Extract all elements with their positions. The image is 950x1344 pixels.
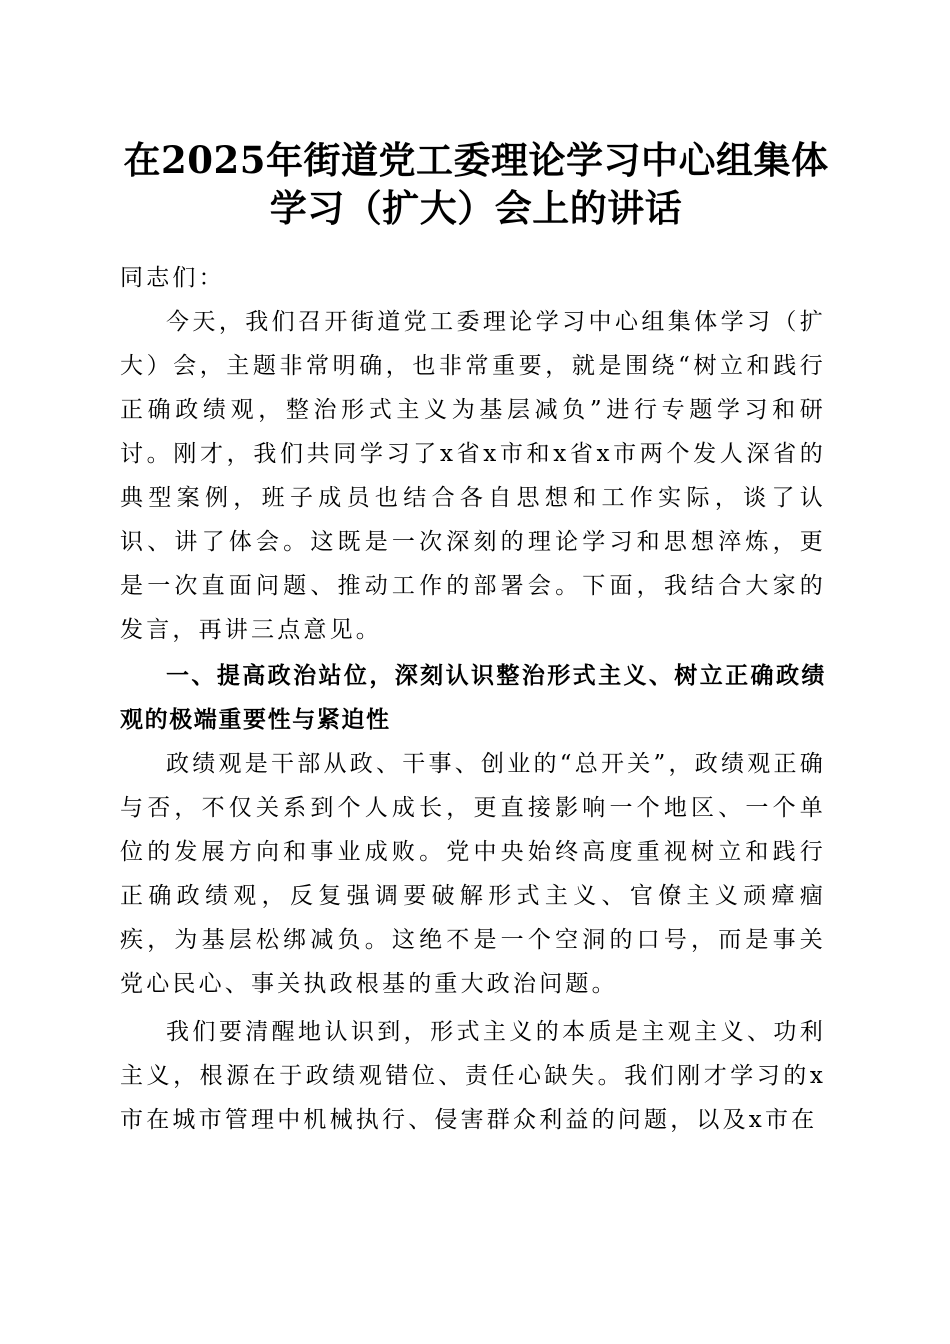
section-1-paragraph-1: 政绩观是干部从政、干事、创业的“总开关”，政绩观正确与否，不仅关系到个人成长，更直接影响一个地区、一个单位的发展方向和事业成败。党中央始终高度重视树立和践行正确政绩观，反复强调要破解形式主义、官僚主义顽瘴痼疾，为基层松绑减负。这绝不是一个空洞的口号，而是事关党心民心、事关执政根基的重大政治问题。 (120, 751, 826, 997)
salutation: 同志们： (120, 265, 225, 291)
section-heading-1: 一、提高政治站位，深刻认识整治形式主义、树立正确政绩观的极端重要性与紧迫性 (120, 663, 826, 733)
document-body (120, 256, 826, 1142)
document-title: 在2025年街道党工委理论学习中心组集体学习（扩大）会上的讲话 (123, 138, 829, 230)
section-1-paragraph-2: 我们要清醒地认识到，形式主义的本质是主观主义、功利主义，根源在于政绩观错位、责任心缺失。我们刚才学习的x市在城市管理中机械执行、侵害群众利益的问题，以及x市在 (120, 1019, 826, 1133)
intro-paragraph: 今天，我们召开街道党工委理论学习中心组集体学习（扩大）会，主题非常明确，也非常重要，就是围绕“树立和践行正确政绩观，整治形式主义为基层减负”进行专题学习和研讨。刚才，我们共同学习了x省x市和x省x市两个发人深省的典型案例，班子成员也结合各自思想和工作实际，谈了认识、讲了体会。这既是一次深刻的理论学习和思想淬炼，更是一次直面问题、推动工作的部署会。下面，我结合大家的发言，再讲三点意见。 (120, 309, 826, 643)
